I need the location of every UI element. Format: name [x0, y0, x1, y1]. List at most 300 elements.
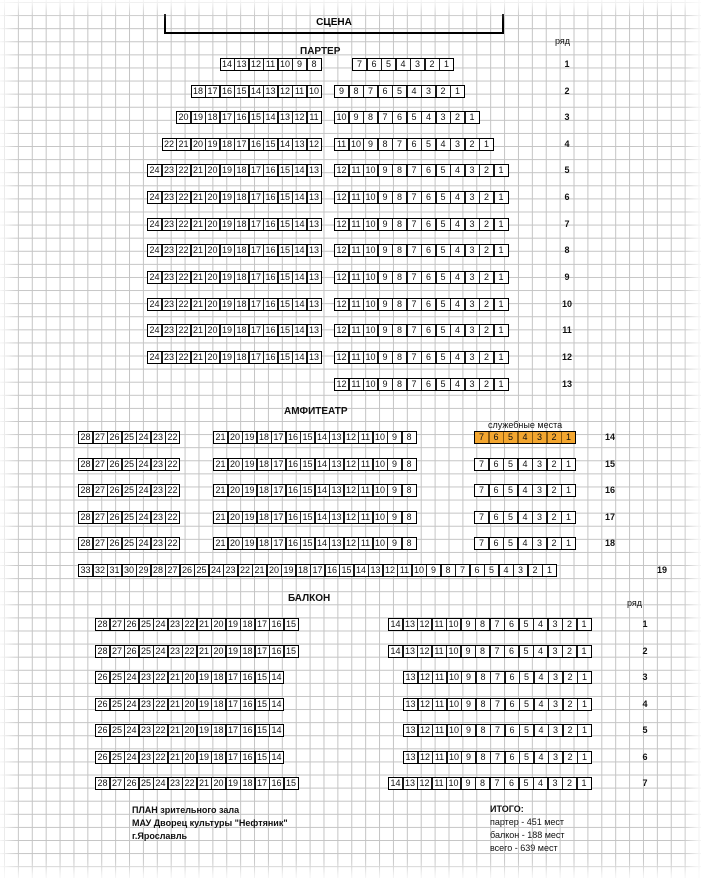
- seat-parter-r4-L-16[interactable]: 16: [249, 138, 264, 151]
- seat-parter-r5-L-18[interactable]: 18: [234, 164, 249, 177]
- seat-parter-r8-L-18[interactable]: 18: [234, 244, 249, 257]
- seat-balcony-r7-R-6[interactable]: 6: [504, 777, 519, 790]
- seat-amph-r17-R-7[interactable]: 7: [474, 511, 489, 524]
- seat-balcony-r4-L-20[interactable]: 20: [182, 698, 197, 711]
- seat-parter-r7-R-5[interactable]: 5: [436, 218, 451, 231]
- seat-amph-r18-M-12[interactable]: 12: [344, 537, 359, 550]
- seat-parter-r8-L-23[interactable]: 23: [162, 244, 177, 257]
- seat-parter-r7-L-17[interactable]: 17: [249, 218, 264, 231]
- seat-balcony-r5-R-12[interactable]: 12: [418, 724, 433, 737]
- seat-amph-r19-2[interactable]: 2: [528, 564, 543, 577]
- seat-amph-r19-24[interactable]: 24: [209, 564, 224, 577]
- seat-amph-r17-L-24[interactable]: 24: [136, 511, 151, 524]
- seat-amph-r19-27[interactable]: 27: [165, 564, 180, 577]
- seat-parter-r7-R-6[interactable]: 6: [421, 218, 436, 231]
- seat-balcony-r2-L-20[interactable]: 20: [211, 645, 226, 658]
- seat-amph-r17-L-28[interactable]: 28: [78, 511, 93, 524]
- seat-parter-r9-R-11[interactable]: 11: [349, 271, 364, 284]
- seat-amph-r19-8[interactable]: 8: [441, 564, 456, 577]
- seat-balcony-r7-R-8[interactable]: 8: [475, 777, 490, 790]
- seat-amph-r18-R-6[interactable]: 6: [489, 537, 504, 550]
- seat-parter-r13-R-4[interactable]: 4: [450, 378, 465, 391]
- seat-parter-r13-R-7[interactable]: 7: [407, 378, 422, 391]
- seat-parter-r8-R-5[interactable]: 5: [436, 244, 451, 257]
- seat-parter-r6-R-4[interactable]: 4: [450, 191, 465, 204]
- seat-parter-r4-L-17[interactable]: 17: [234, 138, 249, 151]
- seat-amph-r17-M-20[interactable]: 20: [228, 511, 243, 524]
- seat-balcony-r4-L-16[interactable]: 16: [240, 698, 255, 711]
- seat-amph-r14-R-5[interactable]: 5: [503, 431, 518, 444]
- seat-balcony-r6-R-5[interactable]: 5: [519, 751, 534, 764]
- seat-parter-r9-L-19[interactable]: 19: [220, 271, 235, 284]
- seat-balcony-r1-R-3[interactable]: 3: [548, 618, 563, 631]
- seat-parter-r7-R-11[interactable]: 11: [349, 218, 364, 231]
- seat-parter-r6-R-12[interactable]: 12: [334, 191, 349, 204]
- seat-balcony-r7-R-2[interactable]: 2: [562, 777, 577, 790]
- seat-amph-r16-M-19[interactable]: 19: [242, 484, 257, 497]
- seat-amph-r17-M-14[interactable]: 14: [315, 511, 330, 524]
- seat-parter-r10-R-8[interactable]: 8: [392, 298, 407, 311]
- seat-parter-r9-L-13[interactable]: 13: [307, 271, 322, 284]
- seat-balcony-r4-R-7[interactable]: 7: [490, 698, 505, 711]
- seat-balcony-r1-R-1[interactable]: 1: [577, 618, 592, 631]
- seat-amph-r16-R-7[interactable]: 7: [474, 484, 489, 497]
- seat-balcony-r4-L-17[interactable]: 17: [226, 698, 241, 711]
- seat-parter-r12-L-13[interactable]: 13: [307, 351, 322, 364]
- seat-amph-r18-L-22[interactable]: 22: [165, 537, 180, 550]
- seat-balcony-r7-L-27[interactable]: 27: [110, 777, 125, 790]
- seat-balcony-r1-R-10[interactable]: 10: [446, 618, 461, 631]
- seat-parter-r12-L-18[interactable]: 18: [234, 351, 249, 364]
- seat-parter-r5-L-13[interactable]: 13: [307, 164, 322, 177]
- seat-parter-r10-L-16[interactable]: 16: [263, 298, 278, 311]
- seat-amph-r17-M-17[interactable]: 17: [271, 511, 286, 524]
- seat-parter-r9-L-16[interactable]: 16: [263, 271, 278, 284]
- seat-balcony-r2-L-22[interactable]: 22: [182, 645, 197, 658]
- seat-parter-r13-R-6[interactable]: 6: [421, 378, 436, 391]
- seat-balcony-r3-L-26[interactable]: 26: [95, 671, 110, 684]
- seat-amph-r19-4[interactable]: 4: [499, 564, 514, 577]
- seat-amph-r16-L-24[interactable]: 24: [136, 484, 151, 497]
- seat-amph-r18-M-17[interactable]: 17: [271, 537, 286, 550]
- seat-balcony-r7-L-15[interactable]: 15: [284, 777, 299, 790]
- seat-parter-r12-R-7[interactable]: 7: [407, 351, 422, 364]
- seat-parter-r2-L-11[interactable]: 11: [292, 85, 307, 98]
- seat-parter-r10-R-11[interactable]: 11: [349, 298, 364, 311]
- seat-parter-r13-R-2[interactable]: 2: [479, 378, 494, 391]
- seat-balcony-r1-R-14[interactable]: 14: [388, 618, 403, 631]
- seat-parter-r8-R-11[interactable]: 11: [349, 244, 364, 257]
- seat-amph-r16-M-18[interactable]: 18: [257, 484, 272, 497]
- seat-parter-r11-R-8[interactable]: 8: [392, 324, 407, 337]
- seat-parter-r5-R-9[interactable]: 9: [378, 164, 393, 177]
- seat-parter-r5-R-2[interactable]: 2: [479, 164, 494, 177]
- seat-parter-r8-R-9[interactable]: 9: [378, 244, 393, 257]
- seat-balcony-r4-L-19[interactable]: 19: [197, 698, 212, 711]
- seat-parter-r5-L-19[interactable]: 19: [220, 164, 235, 177]
- seat-amph-r14-M-20[interactable]: 20: [228, 431, 243, 444]
- seat-balcony-r1-R-8[interactable]: 8: [475, 618, 490, 631]
- seat-balcony-r5-R-3[interactable]: 3: [548, 724, 563, 737]
- seat-amph-r15-M-12[interactable]: 12: [344, 458, 359, 471]
- seat-parter-r2-R-8[interactable]: 8: [349, 85, 364, 98]
- seat-amph-r15-R-6[interactable]: 6: [489, 458, 504, 471]
- seat-parter-r6-L-16[interactable]: 16: [263, 191, 278, 204]
- seat-parter-r3-R-8[interactable]: 8: [363, 111, 378, 124]
- seat-balcony-r5-L-16[interactable]: 16: [240, 724, 255, 737]
- seat-balcony-r3-R-10[interactable]: 10: [447, 671, 462, 684]
- seat-parter-r3-L-14[interactable]: 14: [263, 111, 278, 124]
- seat-amph-r14-M-12[interactable]: 12: [344, 431, 359, 444]
- seat-parter-r5-R-4[interactable]: 4: [450, 164, 465, 177]
- seat-parter-r12-R-4[interactable]: 4: [450, 351, 465, 364]
- seat-parter-r8-L-24[interactable]: 24: [147, 244, 162, 257]
- seat-parter-r12-R-10[interactable]: 10: [363, 351, 378, 364]
- seat-balcony-r5-R-4[interactable]: 4: [534, 724, 549, 737]
- seat-amph-r17-M-13[interactable]: 13: [329, 511, 344, 524]
- seat-parter-r10-R-3[interactable]: 3: [465, 298, 480, 311]
- seat-parter-r2-L-10[interactable]: 10: [307, 85, 322, 98]
- seat-balcony-r7-R-11[interactable]: 11: [432, 777, 447, 790]
- seat-parter-r5-R-11[interactable]: 11: [349, 164, 364, 177]
- seat-balcony-r2-R-8[interactable]: 8: [475, 645, 490, 658]
- seat-parter-r5-L-14[interactable]: 14: [292, 164, 307, 177]
- seat-amph-r19-22[interactable]: 22: [238, 564, 253, 577]
- seat-balcony-r3-R-2[interactable]: 2: [563, 671, 578, 684]
- seat-balcony-r1-L-18[interactable]: 18: [240, 618, 255, 631]
- seat-parter-r3-R-3[interactable]: 3: [436, 111, 451, 124]
- seat-balcony-r2-L-25[interactable]: 25: [139, 645, 154, 658]
- seat-amph-r14-M-8[interactable]: 8: [402, 431, 417, 444]
- seat-parter-r6-L-18[interactable]: 18: [234, 191, 249, 204]
- seat-amph-r15-R-5[interactable]: 5: [503, 458, 518, 471]
- seat-balcony-r2-R-14[interactable]: 14: [388, 645, 403, 658]
- seat-parter-r13-R-1[interactable]: 1: [494, 378, 509, 391]
- seat-balcony-r1-R-13[interactable]: 13: [403, 618, 418, 631]
- seat-parter-r3-R-7[interactable]: 7: [378, 111, 393, 124]
- seat-balcony-r2-R-10[interactable]: 10: [446, 645, 461, 658]
- seat-parter-r7-R-3[interactable]: 3: [465, 218, 480, 231]
- seat-parter-r10-R-10[interactable]: 10: [363, 298, 378, 311]
- seat-amph-r19-26[interactable]: 26: [180, 564, 195, 577]
- seat-balcony-r1-R-6[interactable]: 6: [504, 618, 519, 631]
- seat-parter-r4-R-6[interactable]: 6: [407, 138, 422, 151]
- seat-balcony-r4-R-13[interactable]: 13: [403, 698, 418, 711]
- seat-balcony-r6-L-24[interactable]: 24: [124, 751, 139, 764]
- seat-amph-r15-M-10[interactable]: 10: [373, 458, 388, 471]
- seat-balcony-r7-L-19[interactable]: 19: [226, 777, 241, 790]
- seat-balcony-r1-R-4[interactable]: 4: [533, 618, 548, 631]
- seat-parter-r9-L-17[interactable]: 17: [249, 271, 264, 284]
- seat-amph-r18-R-3[interactable]: 3: [532, 537, 547, 550]
- seat-parter-r5-L-16[interactable]: 16: [263, 164, 278, 177]
- seat-parter-r1-R-7[interactable]: 7: [352, 58, 367, 71]
- seat-parter-r11-R-6[interactable]: 6: [421, 324, 436, 337]
- seat-balcony-r3-R-3[interactable]: 3: [548, 671, 563, 684]
- seat-parter-r9-R-5[interactable]: 5: [436, 271, 451, 284]
- seat-balcony-r6-L-17[interactable]: 17: [226, 751, 241, 764]
- seat-balcony-r2-L-18[interactable]: 18: [240, 645, 255, 658]
- seat-parter-r12-L-19[interactable]: 19: [220, 351, 235, 364]
- seat-balcony-r6-L-23[interactable]: 23: [139, 751, 154, 764]
- seat-parter-r3-R-10[interactable]: 10: [334, 111, 349, 124]
- seat-parter-r5-L-22[interactable]: 22: [176, 164, 191, 177]
- seat-parter-r12-L-17[interactable]: 17: [249, 351, 264, 364]
- seat-parter-r2-L-16[interactable]: 16: [220, 85, 235, 98]
- seat-parter-r13-R-5[interactable]: 5: [436, 378, 451, 391]
- seat-amph-r17-R-2[interactable]: 2: [547, 511, 562, 524]
- seat-parter-r11-R-3[interactable]: 3: [465, 324, 480, 337]
- seat-amph-r16-R-1[interactable]: 1: [561, 484, 576, 497]
- seat-parter-r6-R-7[interactable]: 7: [407, 191, 422, 204]
- seat-balcony-r2-R-11[interactable]: 11: [432, 645, 447, 658]
- seat-balcony-r6-L-25[interactable]: 25: [110, 751, 125, 764]
- seat-amph-r14-M-21[interactable]: 21: [213, 431, 228, 444]
- seat-parter-r7-R-10[interactable]: 10: [363, 218, 378, 231]
- seat-amph-r15-L-28[interactable]: 28: [78, 458, 93, 471]
- seat-balcony-r2-R-3[interactable]: 3: [548, 645, 563, 658]
- seat-balcony-r6-L-14[interactable]: 14: [269, 751, 284, 764]
- seat-balcony-r1-L-24[interactable]: 24: [153, 618, 168, 631]
- seat-parter-r4-R-8[interactable]: 8: [378, 138, 393, 151]
- seat-parter-r11-L-21[interactable]: 21: [191, 324, 206, 337]
- seat-parter-r1-R-5[interactable]: 5: [381, 58, 396, 71]
- seat-balcony-r7-R-7[interactable]: 7: [490, 777, 505, 790]
- seat-amph-r18-M-10[interactable]: 10: [373, 537, 388, 550]
- seat-balcony-r7-L-24[interactable]: 24: [153, 777, 168, 790]
- seat-amph-r16-R-4[interactable]: 4: [518, 484, 533, 497]
- seat-amph-r15-M-15[interactable]: 15: [300, 458, 315, 471]
- seat-balcony-r3-L-16[interactable]: 16: [240, 671, 255, 684]
- seat-balcony-r6-R-13[interactable]: 13: [403, 751, 418, 764]
- seat-amph-r14-L-26[interactable]: 26: [107, 431, 122, 444]
- seat-parter-r11-L-20[interactable]: 20: [205, 324, 220, 337]
- seat-parter-r4-R-11[interactable]: 11: [334, 138, 349, 151]
- seat-parter-r7-R-9[interactable]: 9: [378, 218, 393, 231]
- seat-amph-r14-R-3[interactable]: 3: [532, 431, 547, 444]
- seat-parter-r1-L-12[interactable]: 12: [249, 58, 264, 71]
- seat-parter-r2-R-9[interactable]: 9: [334, 85, 349, 98]
- seat-parter-r7-R-7[interactable]: 7: [407, 218, 422, 231]
- seat-parter-r12-L-16[interactable]: 16: [263, 351, 278, 364]
- seat-parter-r8-L-21[interactable]: 21: [191, 244, 206, 257]
- seat-balcony-r6-R-1[interactable]: 1: [577, 751, 592, 764]
- seat-parter-r2-L-14[interactable]: 14: [249, 85, 264, 98]
- seat-amph-r15-M-21[interactable]: 21: [213, 458, 228, 471]
- seat-balcony-r4-R-3[interactable]: 3: [548, 698, 563, 711]
- seat-parter-r8-L-22[interactable]: 22: [176, 244, 191, 257]
- seat-amph-r14-M-9[interactable]: 9: [387, 431, 402, 444]
- seat-balcony-r5-L-25[interactable]: 25: [110, 724, 125, 737]
- seat-parter-r13-R-10[interactable]: 10: [363, 378, 378, 391]
- seat-balcony-r5-R-11[interactable]: 11: [432, 724, 447, 737]
- seat-parter-r12-L-23[interactable]: 23: [162, 351, 177, 364]
- seat-parter-r8-R-7[interactable]: 7: [407, 244, 422, 257]
- seat-balcony-r2-L-27[interactable]: 27: [110, 645, 125, 658]
- seat-balcony-r5-L-14[interactable]: 14: [269, 724, 284, 737]
- seat-amph-r15-R-1[interactable]: 1: [561, 458, 576, 471]
- seat-parter-r7-R-8[interactable]: 8: [392, 218, 407, 231]
- seat-balcony-r3-L-18[interactable]: 18: [211, 671, 226, 684]
- seat-balcony-r4-L-21[interactable]: 21: [168, 698, 183, 711]
- seat-balcony-r7-R-14[interactable]: 14: [388, 777, 403, 790]
- seat-balcony-r6-L-21[interactable]: 21: [168, 751, 183, 764]
- seat-parter-r5-L-21[interactable]: 21: [191, 164, 206, 177]
- seat-amph-r19-10[interactable]: 10: [412, 564, 427, 577]
- seat-amph-r18-L-27[interactable]: 27: [93, 537, 108, 550]
- seat-amph-r15-M-9[interactable]: 9: [387, 458, 402, 471]
- seat-parter-r12-R-3[interactable]: 3: [465, 351, 480, 364]
- seat-parter-r3-R-6[interactable]: 6: [392, 111, 407, 124]
- seat-amph-r14-L-25[interactable]: 25: [122, 431, 137, 444]
- seat-amph-r19-12[interactable]: 12: [383, 564, 398, 577]
- seat-parter-r9-L-24[interactable]: 24: [147, 271, 162, 284]
- seat-parter-r7-L-24[interactable]: 24: [147, 218, 162, 231]
- seat-amph-r19-31[interactable]: 31: [107, 564, 122, 577]
- seat-balcony-r3-R-9[interactable]: 9: [461, 671, 476, 684]
- seat-parter-r8-R-12[interactable]: 12: [334, 244, 349, 257]
- seat-balcony-r6-R-2[interactable]: 2: [563, 751, 578, 764]
- seat-balcony-r4-L-24[interactable]: 24: [124, 698, 139, 711]
- seat-amph-r17-M-8[interactable]: 8: [402, 511, 417, 524]
- seat-amph-r16-M-17[interactable]: 17: [271, 484, 286, 497]
- seat-parter-r3-L-17[interactable]: 17: [220, 111, 235, 124]
- seat-balcony-r4-L-23[interactable]: 23: [139, 698, 154, 711]
- seat-amph-r14-L-28[interactable]: 28: [78, 431, 93, 444]
- seat-balcony-r7-L-23[interactable]: 23: [168, 777, 183, 790]
- seat-balcony-r6-L-16[interactable]: 16: [240, 751, 255, 764]
- seat-balcony-r3-L-20[interactable]: 20: [182, 671, 197, 684]
- seat-balcony-r1-R-5[interactable]: 5: [519, 618, 534, 631]
- seat-parter-r6-R-1[interactable]: 1: [494, 191, 509, 204]
- seat-amph-r16-L-25[interactable]: 25: [122, 484, 137, 497]
- seat-amph-r19-14[interactable]: 14: [354, 564, 369, 577]
- seat-parter-r12-R-6[interactable]: 6: [421, 351, 436, 364]
- seat-amph-r14-M-14[interactable]: 14: [315, 431, 330, 444]
- seat-amph-r18-M-19[interactable]: 19: [242, 537, 257, 550]
- seat-parter-r10-R-2[interactable]: 2: [479, 298, 494, 311]
- seat-amph-r15-M-16[interactable]: 16: [286, 458, 301, 471]
- seat-balcony-r1-R-7[interactable]: 7: [490, 618, 505, 631]
- seat-balcony-r4-L-26[interactable]: 26: [95, 698, 110, 711]
- seat-amph-r17-R-6[interactable]: 6: [489, 511, 504, 524]
- seat-parter-r9-R-3[interactable]: 3: [465, 271, 480, 284]
- seat-parter-r11-L-19[interactable]: 19: [220, 324, 235, 337]
- seat-parter-r11-R-10[interactable]: 10: [363, 324, 378, 337]
- seat-parter-r8-R-2[interactable]: 2: [479, 244, 494, 257]
- seat-parter-r13-R-11[interactable]: 11: [349, 378, 364, 391]
- seat-balcony-r5-L-24[interactable]: 24: [124, 724, 139, 737]
- seat-amph-r16-M-9[interactable]: 9: [387, 484, 402, 497]
- seat-parter-r2-R-2[interactable]: 2: [436, 85, 451, 98]
- seat-amph-r19-7[interactable]: 7: [455, 564, 470, 577]
- seat-amph-r17-M-19[interactable]: 19: [242, 511, 257, 524]
- seat-parter-r11-L-14[interactable]: 14: [292, 324, 307, 337]
- seat-parter-r11-R-2[interactable]: 2: [479, 324, 494, 337]
- seat-amph-r18-M-13[interactable]: 13: [329, 537, 344, 550]
- seat-amph-r17-L-26[interactable]: 26: [107, 511, 122, 524]
- seat-balcony-r3-L-24[interactable]: 24: [124, 671, 139, 684]
- seat-amph-r18-L-26[interactable]: 26: [107, 537, 122, 550]
- seat-parter-r7-L-16[interactable]: 16: [263, 218, 278, 231]
- seat-amph-r18-M-16[interactable]: 16: [286, 537, 301, 550]
- seat-parter-r6-L-21[interactable]: 21: [191, 191, 206, 204]
- seat-amph-r19-16[interactable]: 16: [325, 564, 340, 577]
- seat-balcony-r3-L-22[interactable]: 22: [153, 671, 168, 684]
- seat-balcony-r1-L-28[interactable]: 28: [95, 618, 110, 631]
- seat-amph-r18-M-20[interactable]: 20: [228, 537, 243, 550]
- seat-amph-r19-32[interactable]: 32: [93, 564, 108, 577]
- seat-parter-r7-L-20[interactable]: 20: [205, 218, 220, 231]
- seat-balcony-r1-L-22[interactable]: 22: [182, 618, 197, 631]
- seat-parter-r1-L-13[interactable]: 13: [234, 58, 249, 71]
- seat-parter-r1-R-1[interactable]: 1: [439, 58, 454, 71]
- seat-amph-r15-M-20[interactable]: 20: [228, 458, 243, 471]
- seat-parter-r6-L-15[interactable]: 15: [278, 191, 293, 204]
- seat-amph-r18-L-28[interactable]: 28: [78, 537, 93, 550]
- seat-parter-r10-L-19[interactable]: 19: [220, 298, 235, 311]
- seat-balcony-r4-R-8[interactable]: 8: [476, 698, 491, 711]
- seat-parter-r11-L-13[interactable]: 13: [307, 324, 322, 337]
- seat-balcony-r4-R-2[interactable]: 2: [563, 698, 578, 711]
- seat-amph-r16-M-21[interactable]: 21: [213, 484, 228, 497]
- seat-parter-r6-R-6[interactable]: 6: [421, 191, 436, 204]
- seat-amph-r17-M-15[interactable]: 15: [300, 511, 315, 524]
- seat-balcony-r2-R-13[interactable]: 13: [403, 645, 418, 658]
- seat-amph-r18-M-18[interactable]: 18: [257, 537, 272, 550]
- seat-parter-r6-R-9[interactable]: 9: [378, 191, 393, 204]
- seat-balcony-r4-R-6[interactable]: 6: [505, 698, 520, 711]
- seat-parter-r6-L-17[interactable]: 17: [249, 191, 264, 204]
- seat-parter-r8-R-8[interactable]: 8: [392, 244, 407, 257]
- seat-balcony-r5-L-23[interactable]: 23: [139, 724, 154, 737]
- seat-parter-r11-L-23[interactable]: 23: [162, 324, 177, 337]
- seat-parter-r2-R-6[interactable]: 6: [378, 85, 393, 98]
- seat-balcony-r6-L-22[interactable]: 22: [153, 751, 168, 764]
- seat-amph-r15-M-18[interactable]: 18: [257, 458, 272, 471]
- seat-parter-r12-L-15[interactable]: 15: [278, 351, 293, 364]
- seat-amph-r15-R-3[interactable]: 3: [532, 458, 547, 471]
- seat-amph-r14-M-16[interactable]: 16: [286, 431, 301, 444]
- seat-amph-r17-M-9[interactable]: 9: [387, 511, 402, 524]
- seat-amph-r14-L-22[interactable]: 22: [165, 431, 180, 444]
- seat-balcony-r3-R-1[interactable]: 1: [577, 671, 592, 684]
- seat-balcony-r1-L-15[interactable]: 15: [284, 618, 299, 631]
- seat-balcony-r5-R-5[interactable]: 5: [519, 724, 534, 737]
- seat-balcony-r2-L-26[interactable]: 26: [124, 645, 139, 658]
- seat-parter-r10-R-12[interactable]: 12: [334, 298, 349, 311]
- seat-parter-r12-L-21[interactable]: 21: [191, 351, 206, 364]
- seat-parter-r6-L-24[interactable]: 24: [147, 191, 162, 204]
- seat-parter-r4-L-13[interactable]: 13: [292, 138, 307, 151]
- seat-parter-r11-R-12[interactable]: 12: [334, 324, 349, 337]
- seat-parter-r7-L-14[interactable]: 14: [292, 218, 307, 231]
- seat-balcony-r3-R-5[interactable]: 5: [519, 671, 534, 684]
- seat-parter-r1-L-11[interactable]: 11: [263, 58, 278, 71]
- seat-amph-r19-1[interactable]: 1: [542, 564, 557, 577]
- seat-amph-r15-M-11[interactable]: 11: [358, 458, 373, 471]
- seat-parter-r13-R-8[interactable]: 8: [392, 378, 407, 391]
- seat-parter-r1-R-6[interactable]: 6: [367, 58, 382, 71]
- seat-parter-r6-R-10[interactable]: 10: [363, 191, 378, 204]
- seat-balcony-r1-L-17[interactable]: 17: [255, 618, 270, 631]
- seat-amph-r16-M-11[interactable]: 11: [358, 484, 373, 497]
- seat-balcony-r1-R-12[interactable]: 12: [417, 618, 432, 631]
- seat-parter-r1-R-2[interactable]: 2: [425, 58, 440, 71]
- seat-parter-r4-L-15[interactable]: 15: [263, 138, 278, 151]
- seat-parter-r11-L-24[interactable]: 24: [147, 324, 162, 337]
- seat-parter-r11-L-22[interactable]: 22: [176, 324, 191, 337]
